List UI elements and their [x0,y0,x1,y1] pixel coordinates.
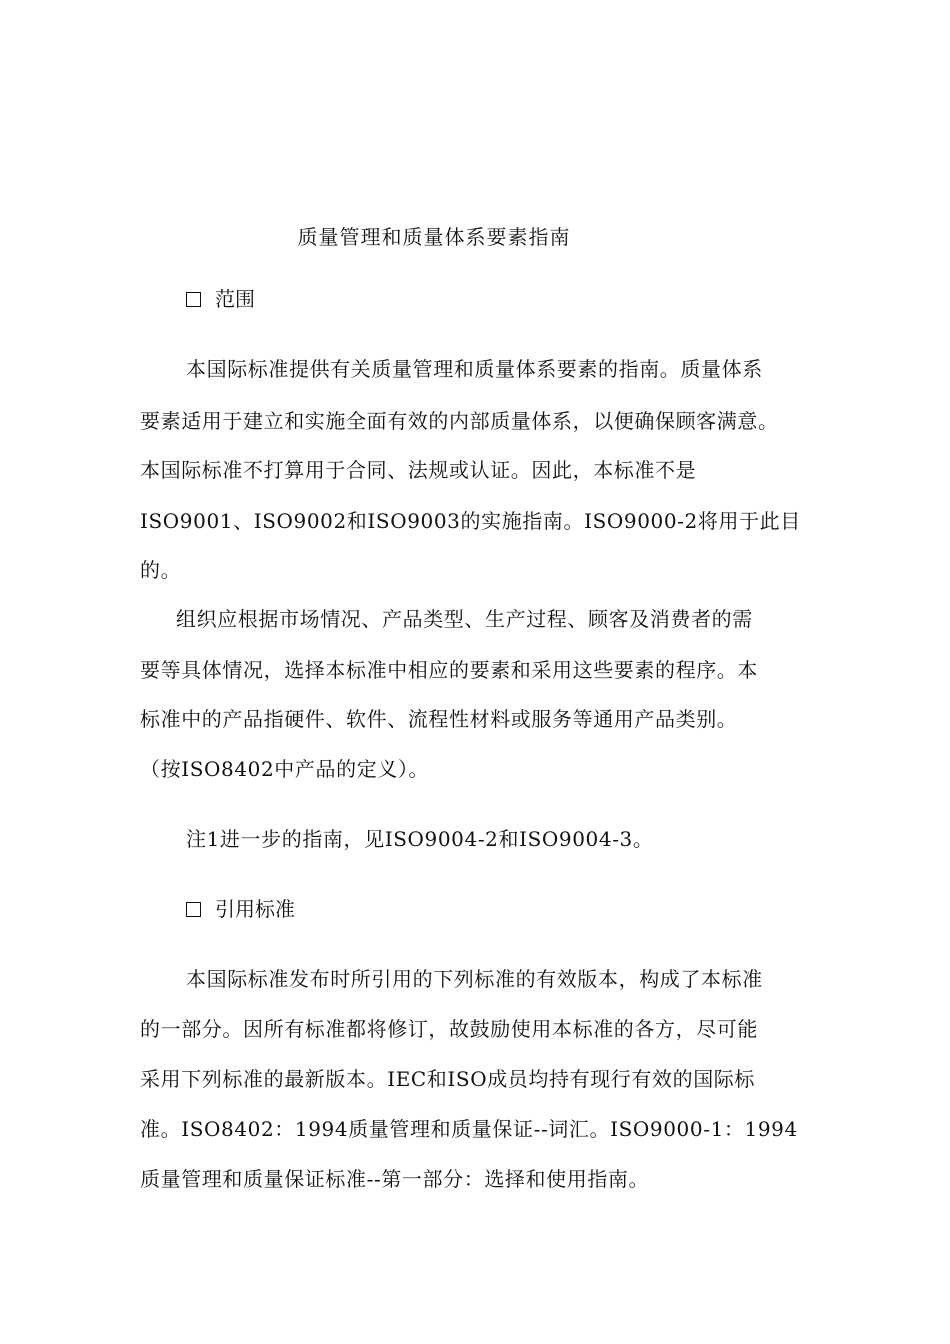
paragraph-line: 组织应根据市场情况、产品类型、生产过程、顾客及消费者的需 [176,607,753,631]
paragraph-line: 采用下列标准的最新版本。IEC和ISO成员均持有现行有效的国际标 [140,1067,756,1091]
paragraph-line: 的。 [140,558,182,582]
section-heading-normative-references [186,896,295,922]
paragraph-line: 本国际标准提供有关质量管理和质量体系要素的指南。质量体系 [186,357,763,381]
checkbox-square-icon [186,902,201,917]
paragraph-line: 标准中的产品指硬件、软件、流程性材料或服务等通用产品类别。 [140,707,738,731]
paragraph-line: 本国际标准不打算用于合同、法规或认证。因此，本标准不是 [140,458,697,482]
section-heading-scope [186,286,255,312]
paragraph-line: 要等具体情况，选择本标准中相应的要素和采用这些要素的程序。本 [140,658,758,682]
paragraph-line: 要素适用于建立和实施全面有效的内部质量体系，以便确保顾客满意。 [140,409,779,433]
paragraph-line: ISO9001、ISO9002和ISO9003的实施指南。ISO9000-2将用于此目 [140,509,801,533]
section-heading-label: 范围 [215,287,255,311]
section-heading-label: 引用标准 [215,897,295,921]
paragraph-line: 的一部分。因所有标准都将修订，故鼓励使用本标准的各方，尽可能 [140,1017,758,1041]
paragraph-line: （按ISO8402中产品的定义）。 [140,757,430,781]
paragraph-line: 准。ISO8402：1994质量管理和质量保证--词汇。ISO9000-1：1994 [140,1117,798,1141]
note-line: 注1进一步的指南，见ISO9004-2和ISO9004-3。 [186,827,654,851]
document-title: 质量管理和质量体系要素指南 [297,225,571,249]
paragraph-line: 质量管理和质量保证标准--第一部分：选择和使用指南。 [140,1167,650,1191]
checkbox-square-icon [186,292,201,307]
paragraph-line: 本国际标准发布时所引用的下列标准的有效版本，构成了本标准 [186,967,763,991]
